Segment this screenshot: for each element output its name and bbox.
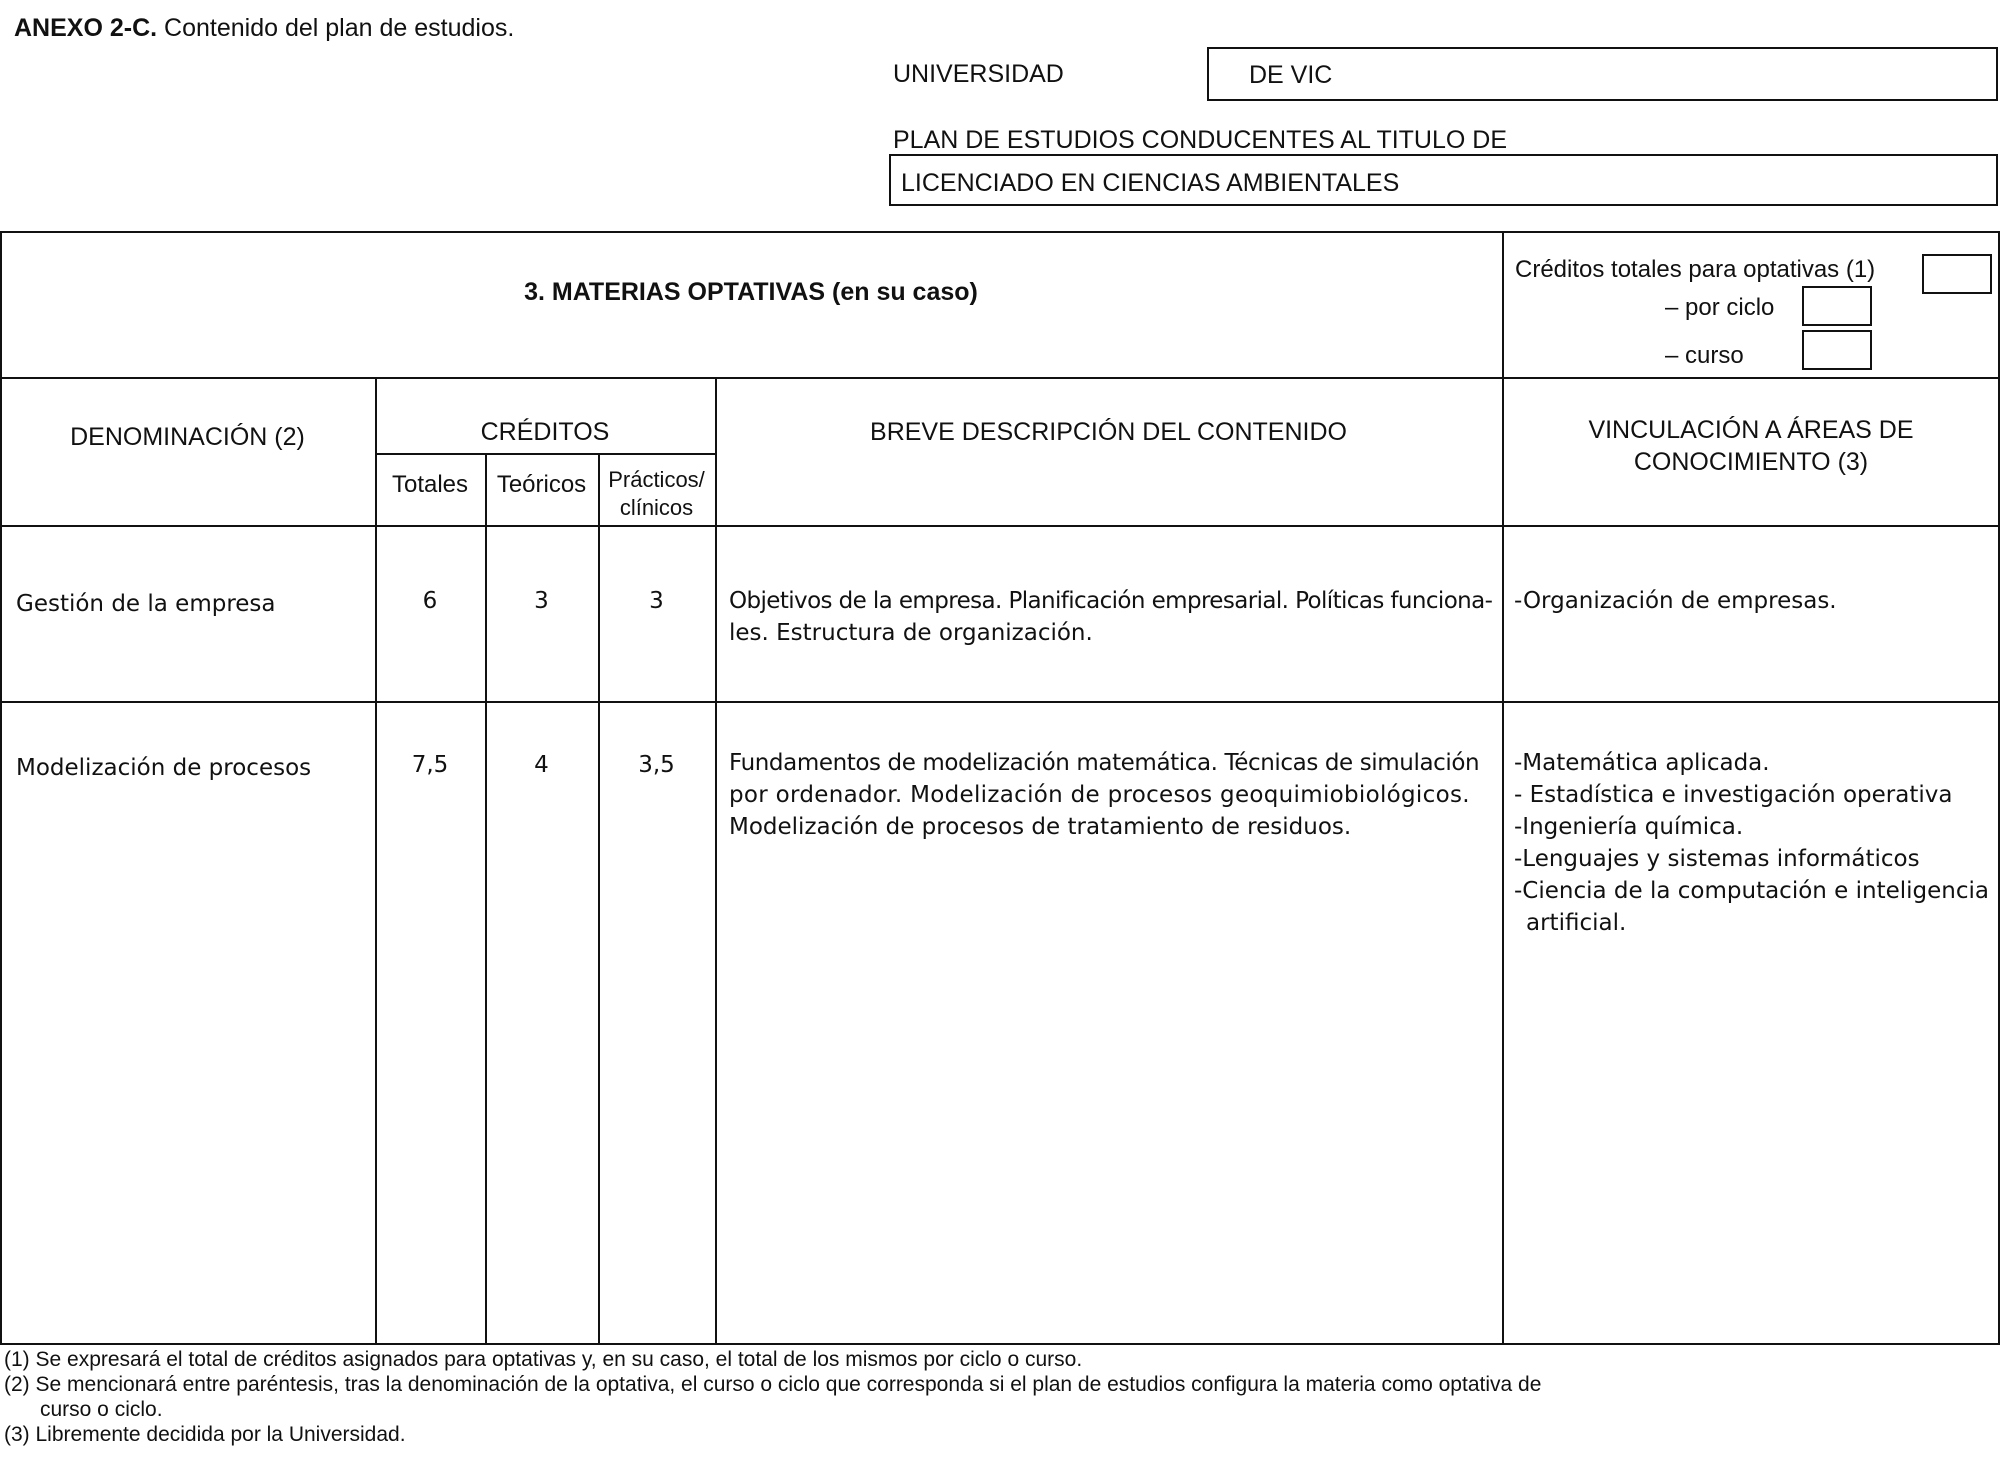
course-box[interactable] [1802,330,1872,370]
divider [375,377,377,1345]
footnote-3: (3) Libremente decidida por la Universidad. [4,1423,406,1446]
area-item: -Ingeniería química. [1514,814,1744,840]
footnote-2: (2) Se mencionará entre paréntesis, tras la denominación de la optativa, el curso o ciclo que corresponda si el plan de estudios configura la materia como optativa de [4,1373,1542,1396]
row-areas [1514,747,1989,939]
row-teoricos: 4 [534,752,549,778]
per-cycle-box[interactable] [1802,286,1872,326]
divider [598,453,600,1345]
description-line: les. Estructura de organización. [729,620,1093,646]
plan-value: LICENCIADO EN CIENCIAS AMBIENTALES [901,169,1400,197]
university-value: DE VIC [1249,61,1333,89]
university-box [1207,47,1998,101]
divider [0,525,2000,527]
area-item: -Ciencia de la computación e inteligencia [1514,878,1990,904]
row-teoricos: 3 [534,588,549,614]
row-areas [1514,585,1837,617]
row-name: Gestión de la empresa [16,591,276,617]
col-practicos-line2: clínicos [619,495,694,520]
area-item: -Organización de empresas. [1514,588,1837,614]
divider [1502,231,1504,1345]
divider [0,377,2000,379]
footnote-1: (1) Se expresará el total de créditos asignados para optativas y, en su caso, el total de los mismos por ciclo o curso. [4,1348,1083,1371]
description-line: Objetivos de la empresa. Planificación empresarial. Políticas funciona- [729,588,1493,614]
divider [715,377,717,1345]
plan-label: PLAN DE ESTUDIOS CONDUCENTES AL TITULO DE [893,126,1508,154]
col-practicos-line1: Prácticos/ [608,467,705,492]
col-teoricos: Teóricos [496,471,587,498]
row-name: Modelización de procesos [16,755,312,781]
description-line: por ordenador. Modelización de procesos geoquimiobiológicos. [729,782,1470,808]
description-line: Modelización de procesos de tratamiento de residuos. [729,814,1352,840]
row-description [729,585,1499,649]
divider [485,453,487,1345]
credits-total-label: Créditos totales para optativas (1) [1515,256,1876,283]
annex-title: Contenido del plan de estudios. [164,14,515,42]
row-practicos: 3,5 [638,752,675,778]
col-practicos [598,466,715,522]
row-description [729,747,1499,843]
footnote-2-cont: curso o ciclo. [40,1398,163,1421]
col-totales: Totales [391,471,469,498]
university-label: UNIVERSIDAD [893,60,1064,88]
section-title: 3. MATERIAS OPTATIVAS (en su caso) [524,278,978,306]
col-creditos: CRÉDITOS [480,418,610,446]
col-vinculacion [1502,414,2000,478]
description-line: Fundamentos de modelización matemática. Técnicas de simulación [729,750,1480,776]
area-item: - Estadística e investigación operativa [1514,782,1953,808]
annex-heading [14,14,514,43]
per-cycle-label: – por ciclo [1665,294,1775,321]
col-vinculacion-line1: VINCULACIÓN A ÁREAS DE [1588,416,1914,444]
col-vinculacion-line2: CONOCIMIENTO (3) [1633,448,1869,476]
annex-label: ANEXO 2-C. [14,14,158,42]
divider [375,453,715,455]
course-label: – curso [1665,342,1744,369]
col-descripcion: BREVE DESCRIPCIÓN DEL CONTENIDO [870,418,1347,446]
area-item: artificial. [1526,910,1627,936]
row-totales: 6 [422,588,438,614]
area-item: -Matemática aplicada. [1514,750,1770,776]
col-denominacion: DENOMINACIÓN (2) [70,423,305,451]
credits-total-box[interactable] [1922,254,1992,294]
row-totales: 7,5 [411,752,449,778]
area-item: -Lenguajes y sistemas informáticos [1514,846,1920,872]
plan-box [889,154,1998,206]
row-practicos: 3 [649,588,664,614]
divider [0,701,2000,703]
